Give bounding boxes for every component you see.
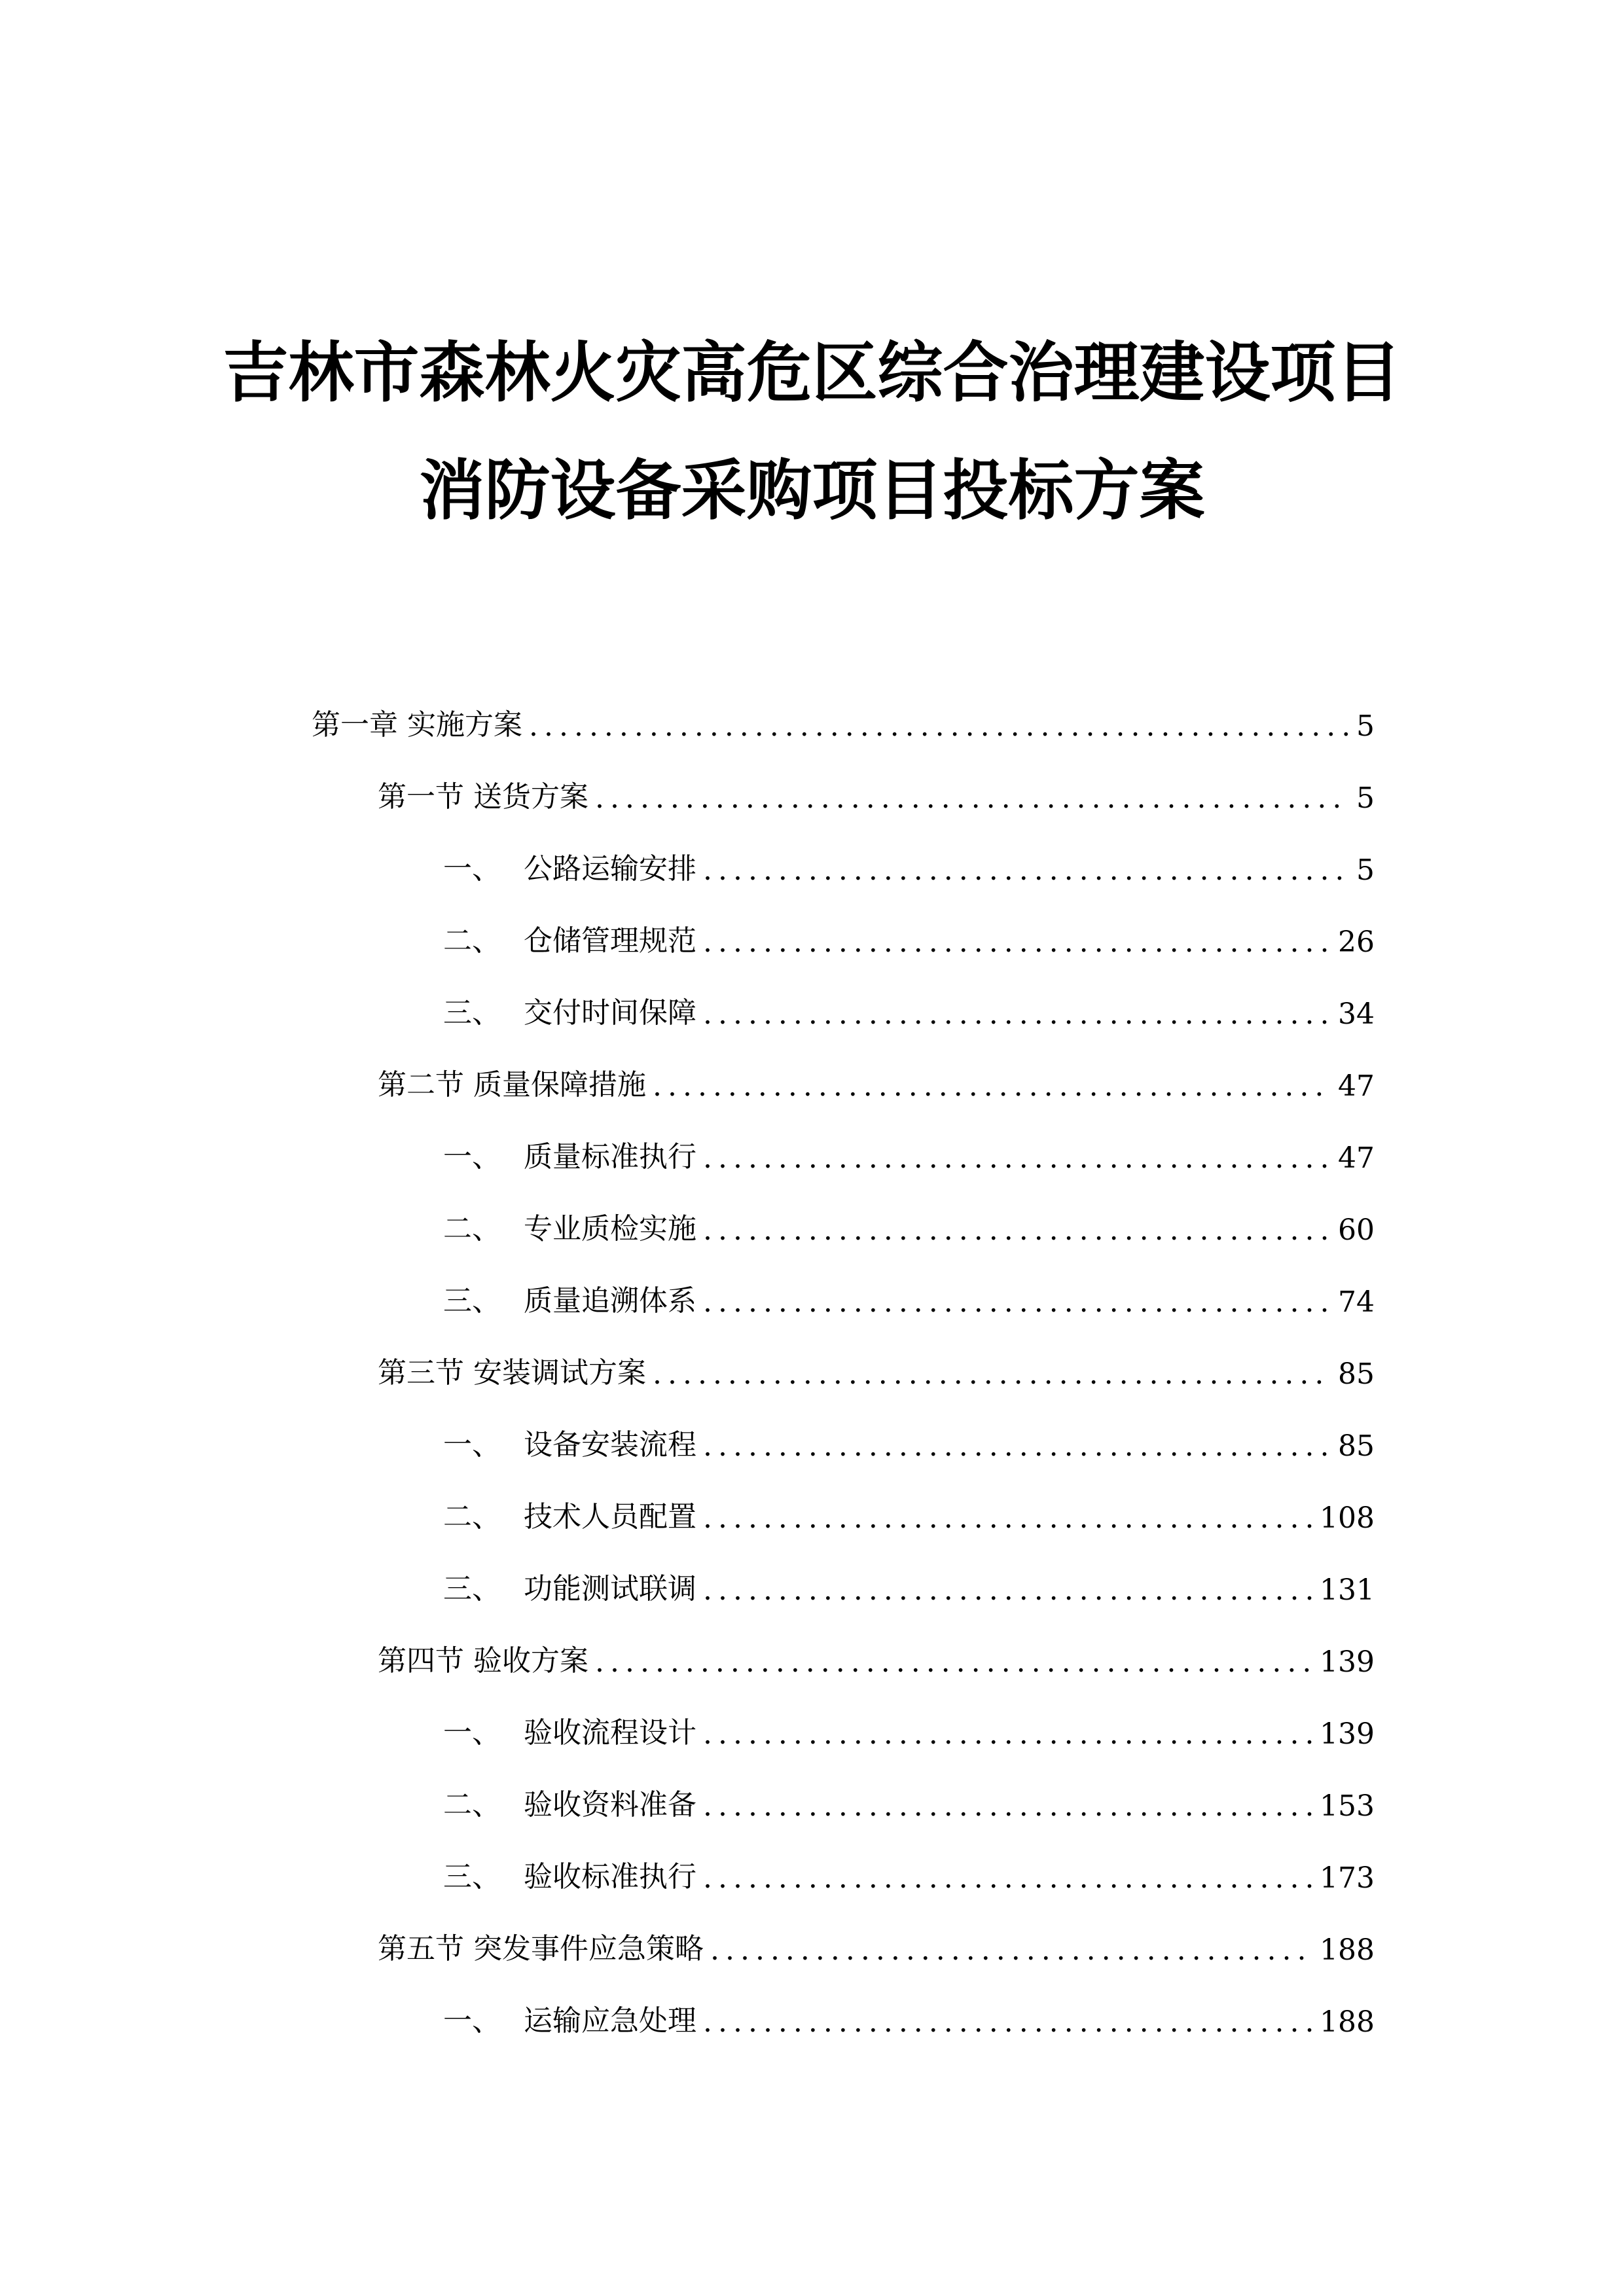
toc-entry[interactable]: [443, 1856, 1375, 1895]
toc-entry-prefix: 第五节: [378, 1932, 464, 1965]
toc-entry-title: 运输应急处理: [524, 2004, 696, 2037]
toc-entry-title: 验收资料准备: [524, 1788, 696, 1821]
toc-entry-prefix: 一、: [443, 852, 501, 886]
toc-entry-title: 验收方案: [473, 1644, 588, 1677]
toc-entry-title: 质量标准执行: [524, 1140, 696, 1174]
toc-entry-prefix: 三、: [443, 996, 501, 1030]
toc-entry-page-number: 188: [1320, 1933, 1375, 1967]
toc-entry-prefix: 二、: [443, 1788, 501, 1821]
toc-entry-title: 安装调试方案: [473, 1356, 646, 1390]
toc-entry[interactable]: [443, 1712, 1375, 1751]
toc-entry[interactable]: [443, 1784, 1375, 1823]
dot-leader: [703, 1501, 1313, 1535]
dot-leader: [710, 1933, 1313, 1967]
toc-entry[interactable]: [378, 1928, 1375, 1967]
toc-entry-page-number: 139: [1320, 1717, 1375, 1751]
toc-entry[interactable]: [443, 1496, 1375, 1535]
toc-entry-prefix: 一、: [443, 1140, 501, 1174]
toc-entry[interactable]: [378, 1352, 1375, 1391]
toc-entry[interactable]: [443, 920, 1375, 959]
toc-entry-page-number: 85: [1338, 1429, 1375, 1463]
dot-leader: [703, 1573, 1313, 1607]
toc-entry-prefix: 一、: [443, 1716, 501, 1749]
toc-entry-prefix: 三、: [443, 1284, 501, 1318]
dot-leader: [703, 1213, 1331, 1247]
toc-entry-prefix: 第二节: [378, 1068, 464, 1102]
toc-entry-title: 验收流程设计: [524, 1716, 696, 1749]
dot-leader: [703, 1285, 1331, 1319]
toc-entry-page-number: 173: [1320, 1861, 1375, 1895]
toc-entry-title: 验收标准执行: [524, 1860, 696, 1893]
dot-leader: [529, 709, 1350, 743]
dot-leader: [653, 1357, 1331, 1391]
toc-entry-page-number: 26: [1338, 925, 1375, 959]
toc-entry[interactable]: [378, 1640, 1375, 1679]
toc-entry-prefix: 第一章: [312, 708, 398, 742]
dot-leader: [703, 925, 1331, 959]
toc-entry-page-number: 188: [1320, 2005, 1375, 2039]
toc-entry[interactable]: [378, 776, 1375, 815]
toc-entry-page-number: 85: [1338, 1357, 1375, 1391]
dot-leader: [703, 1717, 1313, 1751]
toc-entry-title: 质量追溯体系: [524, 1284, 696, 1318]
toc-entry-title: 仓储管理规范: [524, 924, 696, 958]
toc-entry-prefix: 一、: [443, 2004, 501, 2037]
dot-leader: [703, 997, 1331, 1031]
toc-entry-page-number: 5: [1356, 853, 1375, 887]
toc-entry-prefix: 第三节: [378, 1356, 464, 1390]
toc-entry[interactable]: [443, 2000, 1375, 2039]
toc-entry-title: 功能测试联调: [524, 1572, 696, 1605]
toc-entry-page-number: 5: [1356, 709, 1375, 743]
toc-entry[interactable]: [443, 848, 1375, 887]
toc-entry-page-number: 5: [1356, 781, 1375, 815]
toc-entry-page-number: 139: [1320, 1645, 1375, 1679]
toc-entry-prefix: 第四节: [378, 1644, 464, 1677]
dot-leader: [595, 1645, 1313, 1679]
toc-entry-prefix: 二、: [443, 1500, 501, 1534]
spacer: [464, 1645, 473, 1679]
toc-entry-title: 交付时间保障: [524, 996, 696, 1030]
toc-entry-prefix: 二、: [443, 924, 501, 958]
document-title-line-1: 吉林市森林火灾高危区综合治理建设项目: [223, 334, 1401, 411]
toc-entry-page-number: 47: [1338, 1069, 1375, 1103]
toc-entry[interactable]: [312, 704, 1375, 743]
toc-entry-title: 实施方案: [407, 708, 522, 742]
dot-leader: [653, 1069, 1331, 1103]
toc-entry-page-number: 131: [1320, 1573, 1375, 1607]
toc-entry-page-number: 34: [1338, 997, 1375, 1031]
spacer: [464, 781, 473, 815]
toc-entry-title: 技术人员配置: [524, 1500, 696, 1534]
dot-leader: [703, 2005, 1313, 2039]
toc-entry[interactable]: [443, 1568, 1375, 1607]
toc-entry[interactable]: [443, 1424, 1375, 1463]
dot-leader: [703, 1141, 1331, 1175]
toc-entry-page-number: 74: [1338, 1285, 1375, 1319]
dot-leader: [703, 1789, 1313, 1823]
toc-entry-prefix: 二、: [443, 1212, 501, 1246]
toc-entry-title: 专业质检实施: [524, 1212, 696, 1246]
toc-entry-title: 公路运输安排: [524, 852, 696, 886]
dot-leader: [703, 853, 1350, 887]
dot-leader: [595, 781, 1350, 815]
toc-entry-page-number: 60: [1338, 1213, 1375, 1247]
toc-entry[interactable]: [378, 1064, 1375, 1103]
toc-entry-page-number: 153: [1320, 1789, 1375, 1823]
toc-entry-title: 送货方案: [473, 780, 588, 814]
dot-leader: [703, 1861, 1313, 1895]
toc-entry-page-number: 108: [1320, 1501, 1375, 1535]
toc-entry[interactable]: [443, 992, 1375, 1031]
toc-entry-page-number: 47: [1338, 1141, 1375, 1175]
dot-leader: [703, 1429, 1331, 1463]
toc-entry-prefix: 第一节: [378, 780, 464, 814]
toc-entry[interactable]: [443, 1280, 1375, 1319]
toc-entry-prefix: 一、: [443, 1428, 501, 1462]
spacer: [464, 1357, 473, 1391]
toc-entry-title: 突发事件应急策略: [473, 1932, 704, 1965]
toc-entry-prefix: 三、: [443, 1860, 501, 1893]
document-title-line-2: 消防设备采购项目投标方案: [419, 452, 1205, 529]
toc-entry-title: 设备安装流程: [524, 1428, 696, 1462]
toc-entry[interactable]: [443, 1136, 1375, 1175]
spacer: [464, 1933, 473, 1967]
toc-entry[interactable]: [443, 1208, 1375, 1247]
spacer: [464, 1069, 473, 1103]
spacer: [398, 709, 407, 743]
toc-entry-title: 质量保障措施: [473, 1068, 646, 1102]
toc-entry-prefix: 三、: [443, 1572, 501, 1605]
